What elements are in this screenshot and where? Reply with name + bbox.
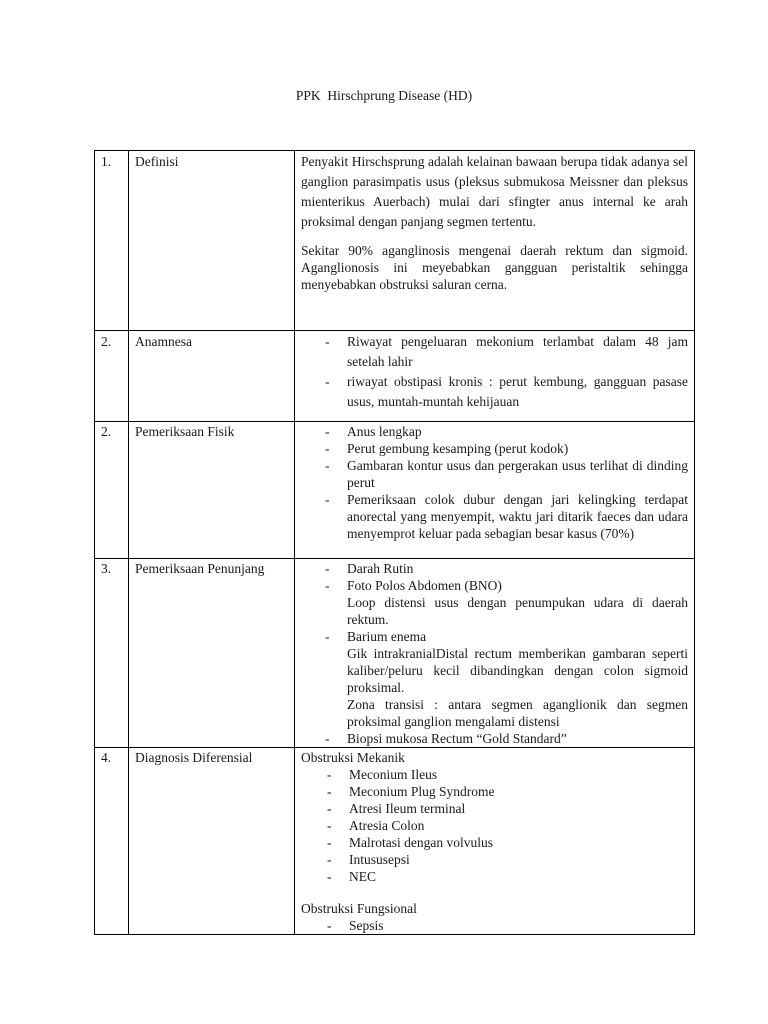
list-item: - Darah Rutin [301, 560, 688, 577]
fungsional-heading: Obstruksi Fungsional [301, 901, 417, 916]
list-item: - Atresi Ileum terminal [301, 800, 688, 817]
row-number: 1. [95, 151, 129, 331]
ppk-table [94, 150, 695, 935]
list-item: - Perut gembung kesamping (perut kodok) [301, 440, 688, 457]
definition-paragraph-2: Sekitar 90% aganglinosis mengenai daerah rektum dan sigmoid. Aganglionosis ini meyebabkan gangguan peristaltik sehingga menyebabkan obstruksi saluran cerna. [301, 243, 688, 292]
table-row-pemeriksaan-fisik [95, 422, 695, 559]
row-detail [295, 748, 695, 935]
row-label: Definisi [129, 151, 295, 331]
list-item: - Anus lengkap [301, 423, 688, 440]
list-item: - Sepsis [301, 917, 688, 934]
table-row-anamnesa [95, 331, 695, 422]
row-label: Pemeriksaan Penunjang [129, 559, 295, 748]
list-item: - Gambaran kontur usus dan pergerakan usus terlihat di dinding perut [301, 457, 688, 491]
list-item: - riwayat obstipasi kronis : perut kembung, gangguan pasase usus, muntah-muntah kehijauan [301, 372, 688, 412]
table-row-diagnosis-diferensial [95, 748, 695, 935]
list-item: - Malrotasi dengan volvulus [301, 834, 688, 851]
list-item: - Meconium Plug Syndrome [301, 783, 688, 800]
row-detail [295, 422, 695, 559]
definition-paragraph: Penyakit Hirschsprung adalah kelainan bawaan berupa tidak adanya sel ganglion parasimpatis usus (pleksus submukosa Meissner dan pleksus mienterikus Auerbach) mulai dari sfingter anus internal ke arah proksimal dengan panjang segmen tertentu. [301, 154, 688, 229]
row-detail [295, 151, 695, 331]
list-item: - Intususepsi [301, 851, 688, 868]
list-item-continuation: Zona transisi : antara segmen aganglionik dan segmen proksimal ganglion mengalami distensi [347, 697, 688, 729]
row-number: 2. [95, 331, 129, 422]
row-number: 4. [95, 748, 129, 935]
anamnesa-list [301, 332, 688, 412]
fungsional-list [301, 917, 688, 934]
row-detail [295, 331, 695, 422]
mekanik-heading: Obstruksi Mekanik [301, 750, 405, 765]
list-item-continuation: Loop distensi usus dengan penumpukan udara di daerah rektum. [347, 595, 688, 627]
list-item: - NEC [301, 868, 688, 885]
mekanik-list [301, 766, 688, 885]
row-label: Pemeriksaan Fisik [129, 422, 295, 559]
list-item: - Pemeriksaan colok dubur dengan jari kelingking terdapat anorectal yang menyempit, waktu jari ditarik faeces dan udara menyemprot keluar pada sebagian besar kasus (70%) [301, 491, 688, 542]
list-item: - Biopsi mukosa Rectum “Gold Standard” [301, 730, 688, 747]
row-number: 3. [95, 559, 129, 748]
document-title: PPK Hirschprung Disease (HD) [295, 88, 473, 103]
penunjang-list [301, 560, 688, 747]
row-label: Anamnesa [129, 331, 295, 422]
row-detail [295, 559, 695, 748]
row-label: Diagnosis Diferensial [129, 748, 295, 935]
row-number: 2. [95, 422, 129, 559]
list-item: - Riwayat pengeluaran mekonium terlambat dalam 48 jam setelah lahir [301, 332, 688, 372]
table-row-definisi [95, 151, 695, 331]
fisik-list [301, 423, 688, 542]
list-item-continuation: Gik intrakranialDistal rectum memberikan gambaran seperti kaliber/peluru kecil dibandingkan dengan colon sigmoid proksimal. [347, 646, 688, 695]
list-item: - Barium enema [301, 628, 688, 645]
table-row-pemeriksaan-penunjang [95, 559, 695, 748]
list-item: - Atresia Colon [301, 817, 688, 834]
list-item: - Meconium Ileus [301, 766, 688, 783]
list-item: - Foto Polos Abdomen (BNO) [301, 577, 688, 594]
